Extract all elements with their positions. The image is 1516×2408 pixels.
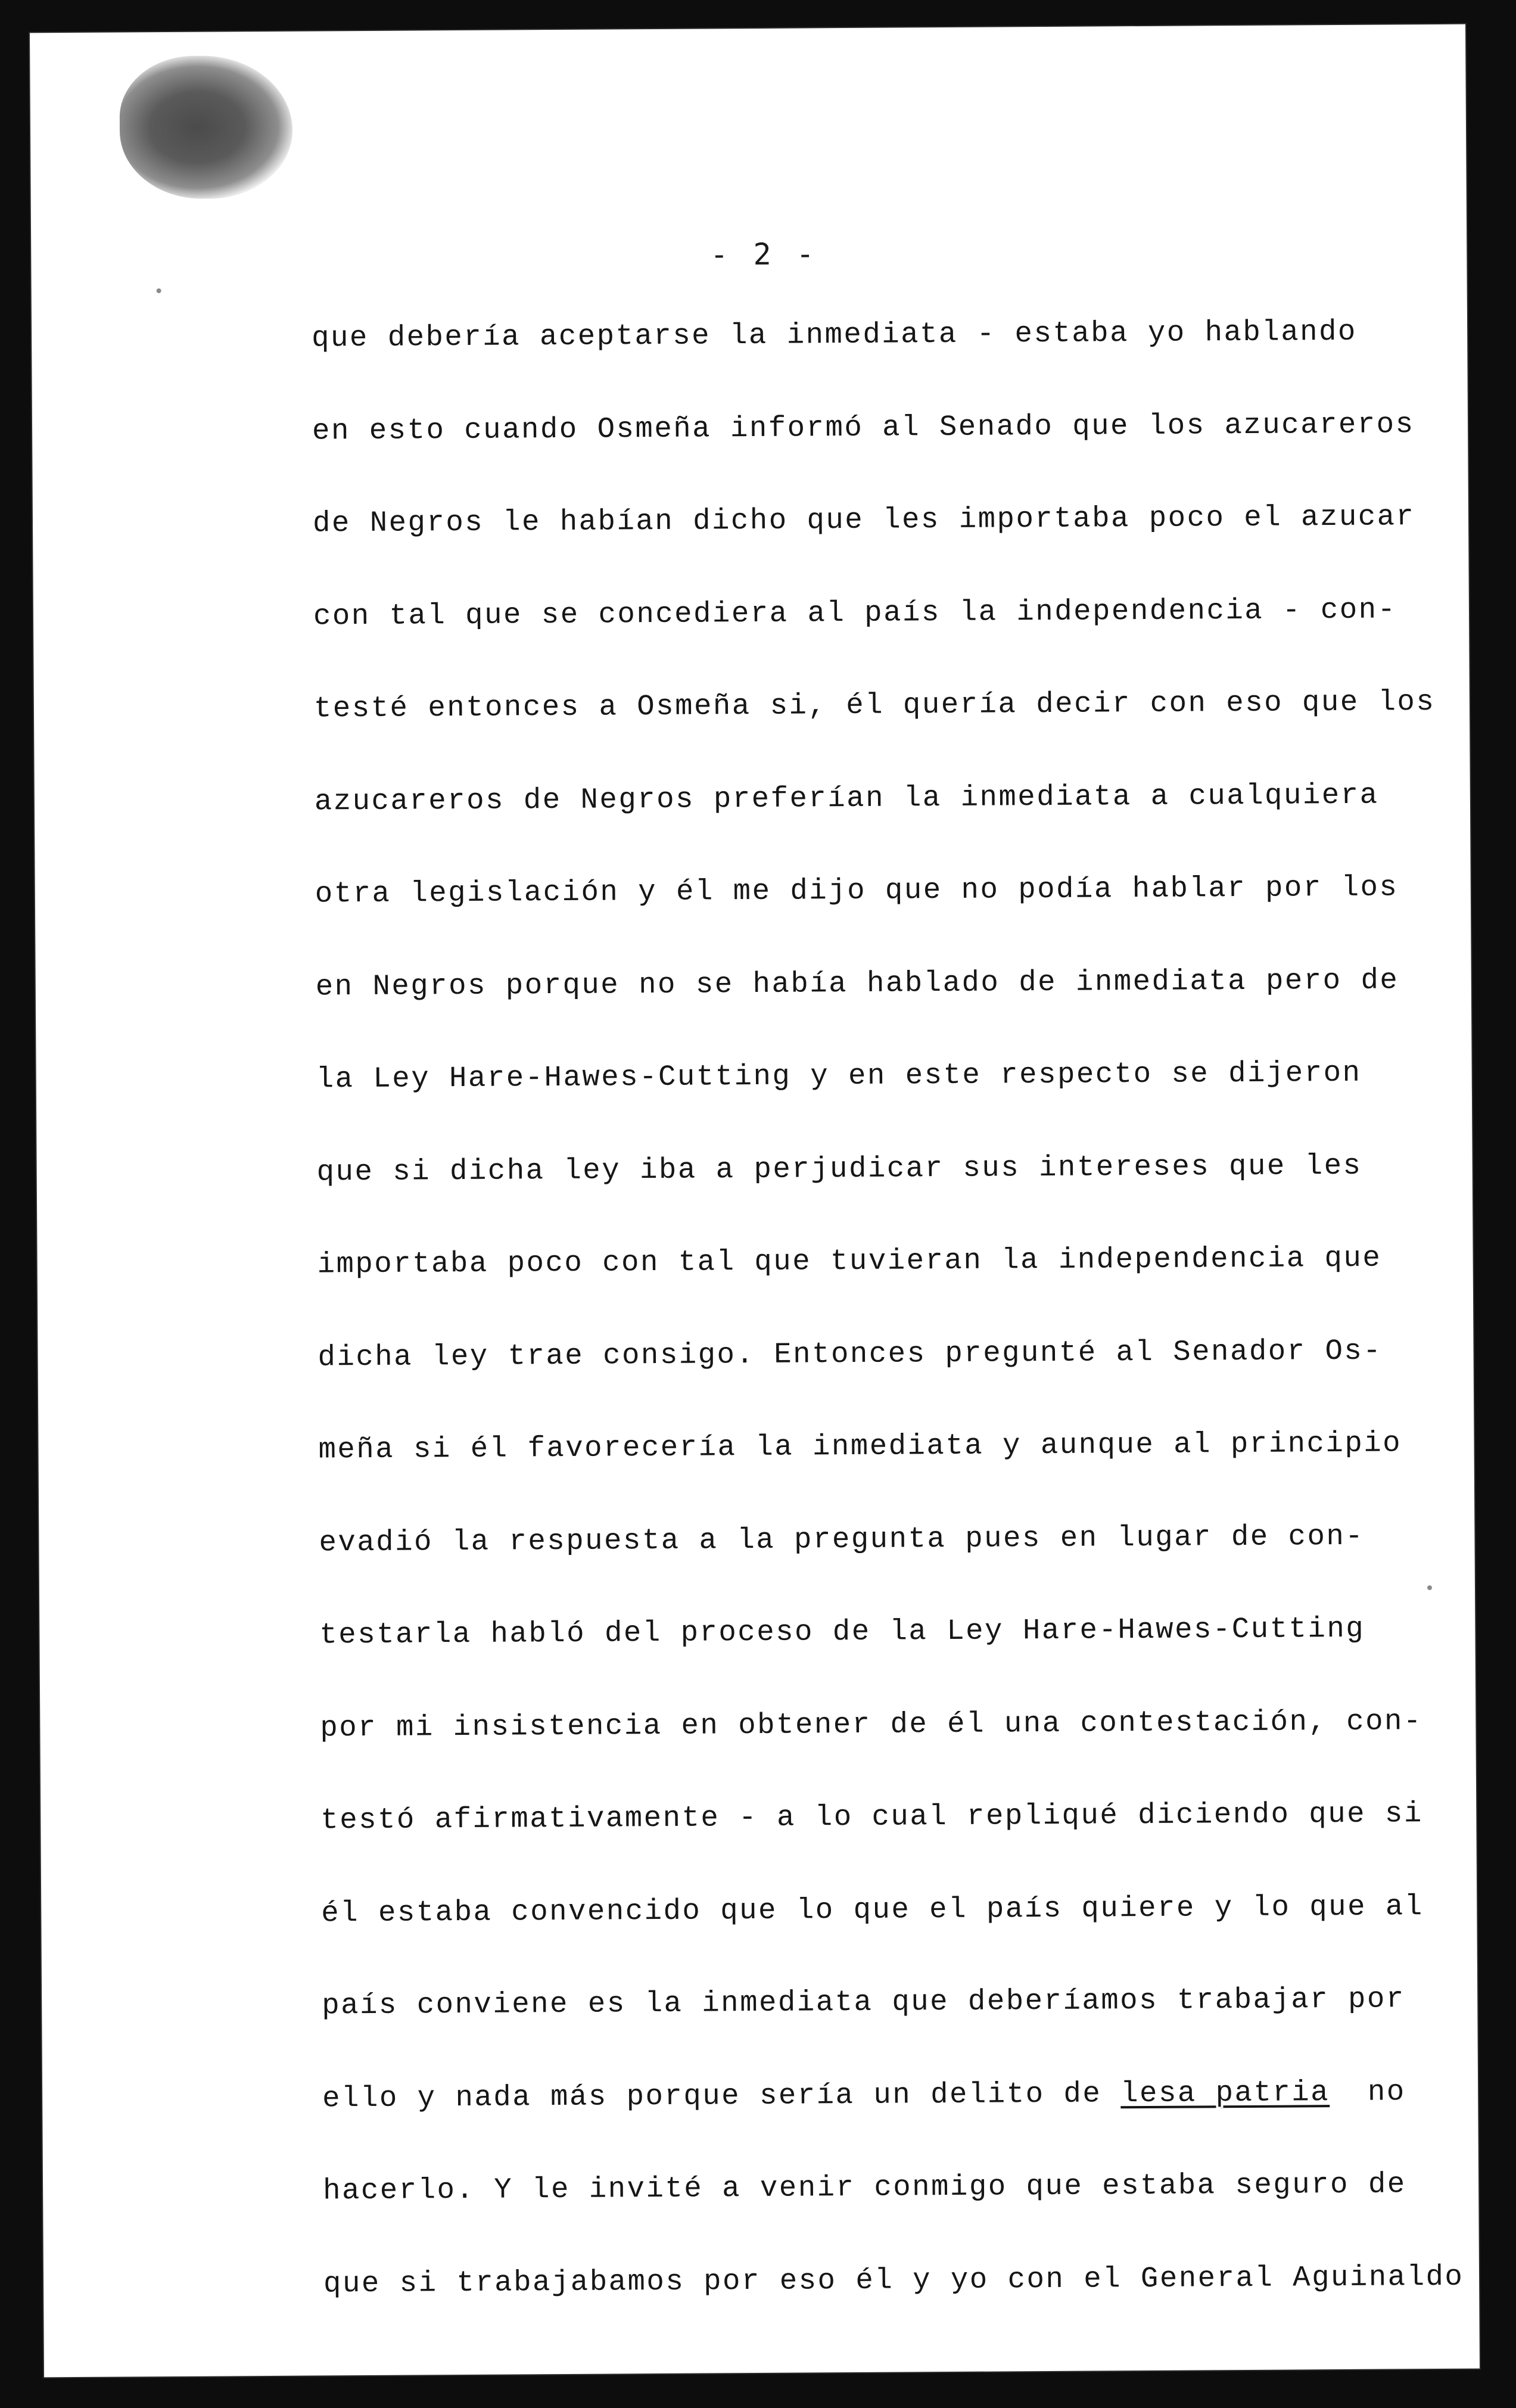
paper-speck <box>157 288 161 293</box>
text-line: importaba poco con tal que tuvieran la independencia que <box>317 1241 1382 1281</box>
text-line: azucareros de Negros preferían la inmediata a cualquiera <box>314 778 1379 819</box>
text-segment: ello y nada más porque sería un delito de <box>322 2076 1102 2115</box>
text-line: con tal que se concediera al país la independencia - con- <box>313 592 1397 633</box>
text-line: él estaba convencido que lo que el país quiere y lo que al <box>321 1889 1424 1930</box>
underlined-phrase: lesa patria <box>1120 2075 1330 2110</box>
text-line: meña si él favorecería la inmediata y aunque al principio <box>318 1426 1402 1467</box>
text-line: país conviene es la inmediata que deberíamos trabajar por <box>322 1982 1405 2023</box>
text-line: otra legislación y él me dijo que no podía hablar por los <box>315 870 1399 911</box>
ink-smudge <box>119 55 292 200</box>
text-line: dicha ley trae consigo. Entonces pregunté al Senador Os- <box>317 1334 1383 1374</box>
text-line: de Negros le habían dicho que les importaba poco el azucar <box>312 500 1415 540</box>
text-line: que si dicha ley iba a perjudicar sus intereses que les <box>316 1149 1362 1189</box>
text-line: que debería aceptarse la inmediata - estaba yo hablando <box>311 315 1358 355</box>
text-segment: no <box>1367 2074 1406 2109</box>
page-number: - 2 - <box>710 237 818 272</box>
text-line: en Negros porque no se había hablado de inmediata pero de <box>315 963 1399 1003</box>
text-line: evadió la respuesta a la pregunta pues en lugar de con- <box>319 1519 1365 1559</box>
text-line: testó afirmativamente - a lo cual repliqué diciendo que si <box>320 1797 1423 1837</box>
document-page <box>30 24 1480 2378</box>
text-line: por mi insistencia en obtener de él una contestación, con- <box>320 1704 1423 1744</box>
text-line: testé entonces a Osmeña si, él quería decir con eso que los <box>313 685 1436 726</box>
text-line: la Ley Hare-Hawes-Cutting y en este respecto se dijeron <box>316 1056 1362 1096</box>
text-line <box>322 2067 1455 2167</box>
text-line: testarla habló del proceso de la Ley Hare-Hawes-Cutting <box>319 1611 1365 1652</box>
text-line: que si trabajabamos por eso él y yo con el General Aguinaldo <box>323 2260 1464 2300</box>
text-line: hacerlo. Y le invité a venir conmigo que estaba seguro de <box>322 2167 1406 2208</box>
text-line: en esto cuando Osmeña informó al Senado que los azucareros <box>312 407 1415 448</box>
typed-letter-body <box>311 307 1464 2353</box>
